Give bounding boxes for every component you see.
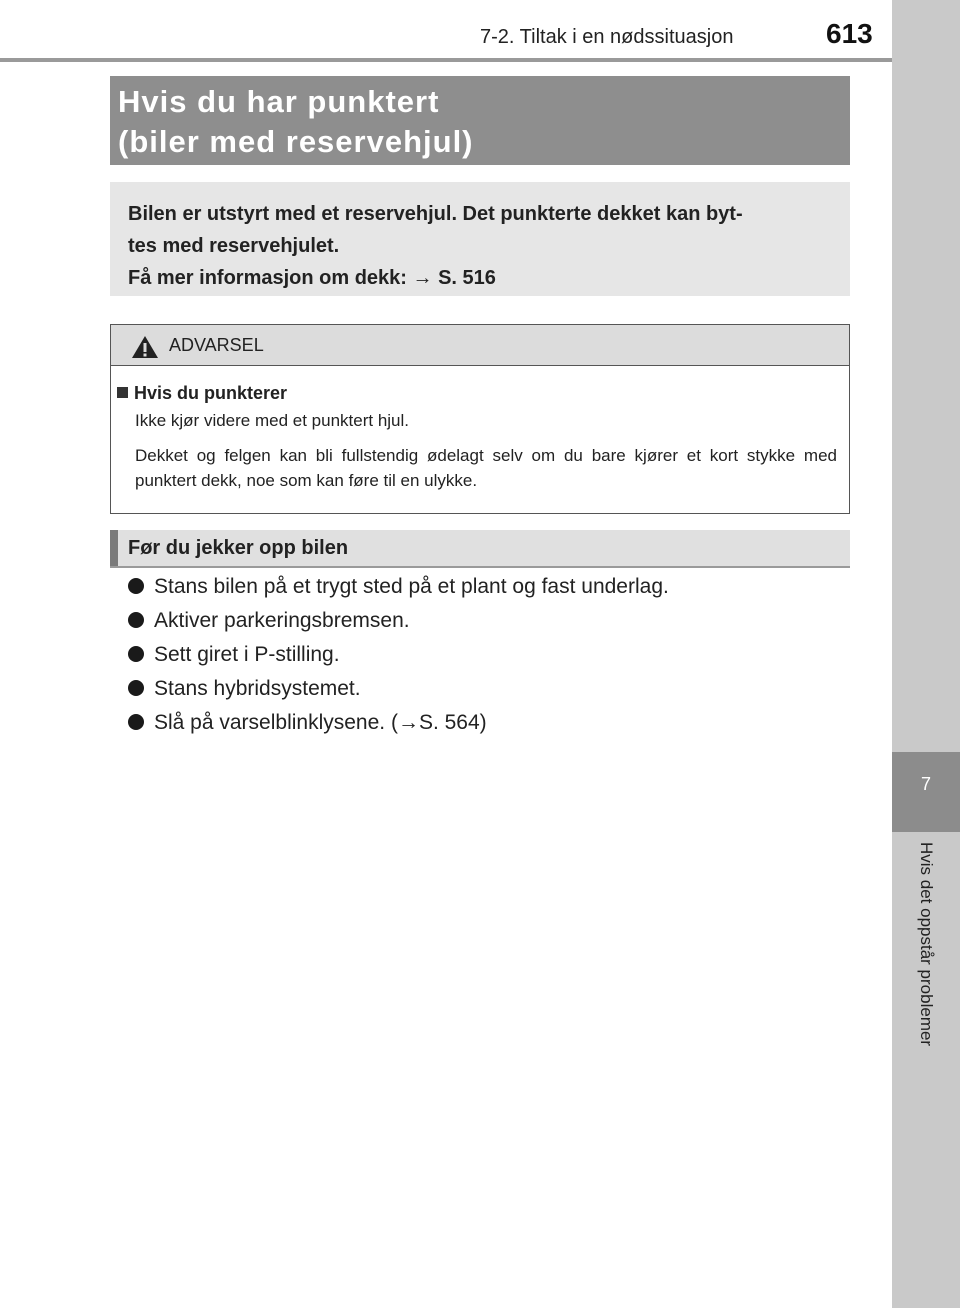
header-rule: [0, 58, 892, 62]
intro-link[interactable]: Få mer informasjon om dekk: → S. 516: [128, 267, 496, 289]
warning-box: [110, 324, 850, 514]
square-bullet-icon: [117, 387, 128, 398]
warning-line2: Dekket og felgen kan bli fullstendig ødelagt selv om du bare kjører et kort stykke med punktert dekk, noe som kan føre til en ulykke.: [135, 446, 837, 490]
bullet-dot-icon: [128, 578, 144, 594]
chapter-box[interactable]: [892, 752, 960, 832]
intro-line1: Bilen er utstyrt med et reservehjul. Det punkterte dekket kan byt-: [128, 203, 743, 225]
intro-text: [128, 198, 838, 294]
list-item: [128, 674, 848, 708]
bullet-dot-icon: [128, 646, 144, 662]
list-item: [128, 572, 848, 606]
warning-header: [111, 325, 849, 366]
intro-line2: tes med reservehjulet.: [128, 235, 340, 257]
chapter-number: 7: [920, 774, 931, 794]
list-item-text: Stans bilen på et trygt sted på et plant og fast underlag.: [154, 575, 669, 598]
bullet-dot-icon: [128, 680, 144, 696]
bullet-list: [128, 572, 848, 742]
warning-icon: [131, 335, 159, 359]
bullet-dot-icon: [128, 714, 144, 730]
list-item-text: Stans hybridsystemet.: [154, 677, 361, 700]
list-item[interactable]: [128, 708, 848, 742]
warning-subheading-text: Hvis du punkterer: [134, 383, 288, 403]
warning-subheading: [117, 383, 837, 404]
section-title-line1: Hvis du har punktert: [118, 84, 440, 119]
list-item-text: Slå på varselblinklysene. (→S. 564): [154, 711, 487, 734]
subheading-accent: [110, 530, 118, 566]
bullet-dot-icon: [128, 612, 144, 628]
subheading-text: Før du jekker opp bilen: [128, 537, 349, 559]
chapter-name: Hvis det oppstår problemer: [917, 842, 936, 1047]
warning-label: ADVARSEL: [169, 335, 264, 355]
running-header-title: 7-2. Tiltak i en nødssituasjon: [480, 26, 734, 48]
section-banner: [110, 76, 850, 165]
list-item-text: Sett giret i P-stilling.: [154, 643, 340, 666]
list-item: [128, 640, 848, 674]
section-title: [118, 82, 838, 162]
warning-line1: Ikke kjør videre med et punktert hjul.: [135, 411, 410, 430]
page-number: 613: [826, 18, 873, 49]
subheading-bar: [110, 530, 850, 568]
section-title-line2: (biler med reservehjul): [118, 124, 474, 159]
intro-box: [110, 182, 850, 296]
list-item: [128, 606, 848, 640]
list-item-text: Aktiver parkeringsbremsen.: [154, 609, 410, 632]
